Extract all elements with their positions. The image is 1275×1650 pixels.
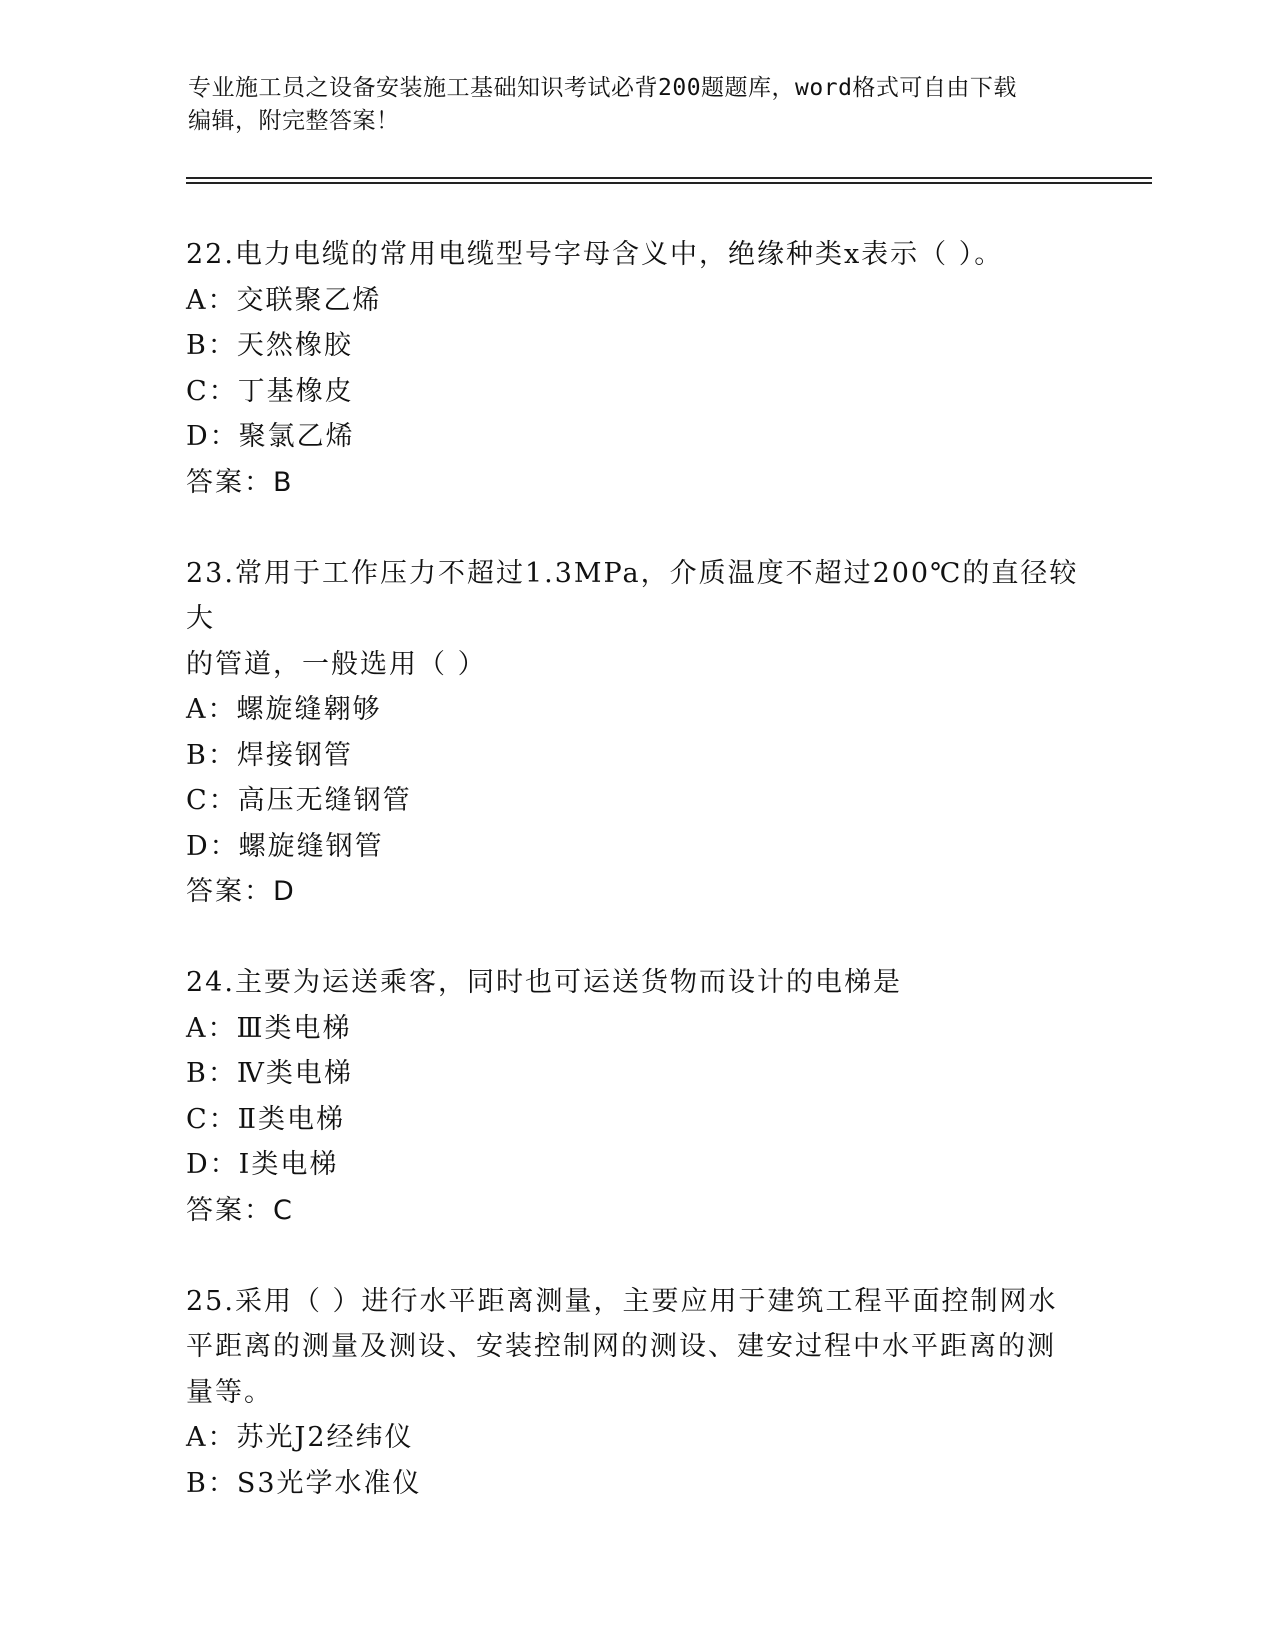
answer-line: 答案：D (186, 876, 296, 907)
document-header (188, 72, 1088, 138)
question-text: 24.主要为运送乘客，同时也可运送货物而设计的电梯是 (186, 967, 902, 998)
question-text-continued: 量等。 (186, 1376, 273, 1408)
question-list (186, 232, 1086, 1552)
option-d: D：Ⅰ类电梯 (186, 1149, 339, 1180)
question-text: 25.采用（ ）进行水平距离测量，主要应用于建筑工程平面控制网水 (186, 1285, 1058, 1317)
question-text-continued: 的管道，一般选用（ ） (186, 648, 487, 680)
option-d: D：聚氯乙烯 (186, 421, 355, 452)
header-line-2: 编辑，附完整答案！ (188, 108, 400, 134)
option-b: B：S3光学水准仪 (186, 1467, 422, 1499)
answer-line: 答案：B (186, 466, 294, 498)
option-d: D：螺旋缝钢管 (186, 830, 384, 862)
question-24 (186, 960, 1086, 1233)
option-b: B：天然橡胶 (186, 330, 353, 361)
option-c: C：Ⅱ类电梯 (186, 1103, 346, 1135)
option-b: B：焊接钢管 (186, 739, 353, 771)
question-25 (186, 1279, 1086, 1507)
question-23 (186, 551, 1086, 915)
option-c: C：丁基橡皮 (186, 375, 354, 407)
option-a: A：交联聚乙烯 (186, 284, 382, 316)
option-a: A：苏光J2经纬仪 (186, 1422, 414, 1453)
question-text: 22.电力电缆的常用电缆型号字母含义中，绝缘种类x表示（ ）。 (186, 239, 1004, 270)
header-line-1: 专业施工员之设备安装施工基础知识考试必背200题题库，word格式可自由下载 (188, 75, 1017, 101)
header-divider-top (186, 177, 1152, 179)
answer-line: 答案：C (186, 1194, 294, 1226)
option-b: B：Ⅳ类电梯 (186, 1058, 353, 1089)
header-divider-bottom (186, 182, 1152, 184)
option-a: A：Ⅲ类电梯 (186, 1012, 352, 1044)
question-text: 23.常用于工作压力不超过1.3MPa，介质温度不超过200℃的直径较大 (186, 557, 1079, 634)
option-c: C：高压无缝钢管 (186, 785, 412, 816)
question-text-continued: 平距离的测量及测设、安装控制网的测设、建安过程中水平距离的测 (186, 1331, 1056, 1362)
option-a: A：螺旋缝翱够 (186, 694, 382, 725)
question-22 (186, 232, 1086, 505)
